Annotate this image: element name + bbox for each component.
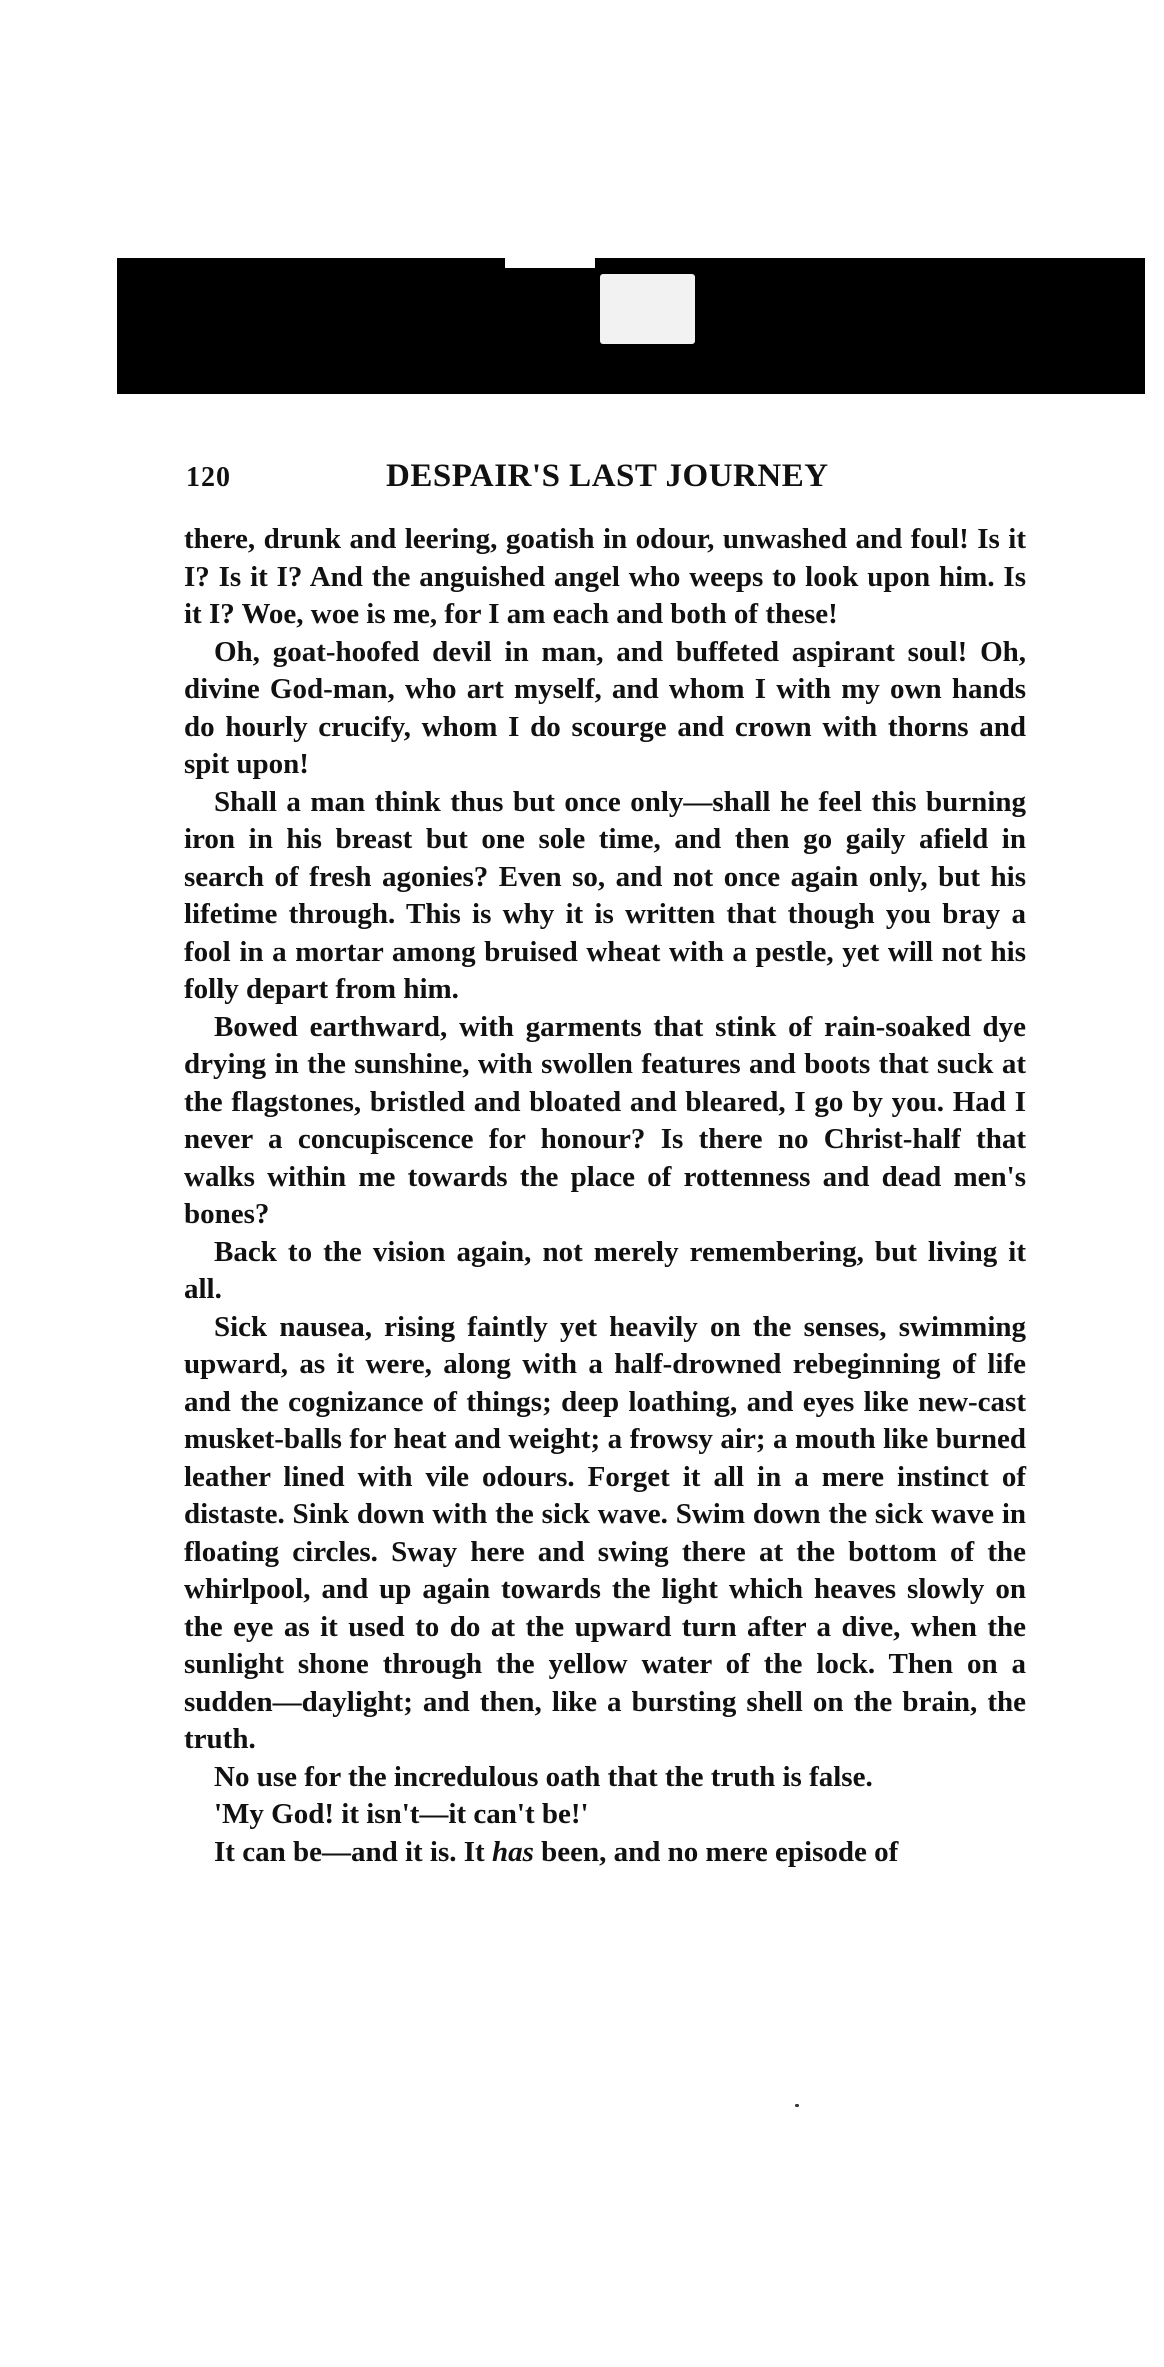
running-head	[186, 458, 1018, 502]
paragraph-9-end: been, and no mere episode of	[533, 1835, 899, 1868]
paragraph-2: Oh, goat-hoofed devil in man, and buffeted aspirant soul! Oh, divine God-man, who art myself, and whom I with my own hands do hourly crucify, whom I do scourge and crown with thorns and spit upon!	[184, 635, 1026, 780]
scan-band-notch	[505, 258, 595, 268]
paragraph-9-start: It can be—and it is. It	[214, 1835, 492, 1868]
paragraph-1: there, drunk and leering, goatish in odour, unwashed and foul! Is it I? Is it I? And the anguished angel who weeps to look upon him. Is it I? Woe, woe is me, for I am each and both of these!	[184, 523, 1026, 630]
body-text	[184, 521, 1026, 1871]
paragraph-8: 'My God! it isn't—it can't be!'	[214, 1798, 589, 1830]
running-title: DESPAIR'S LAST JOURNEY	[386, 458, 829, 494]
paragraph-4: Bowed earthward, with garments that stink of rain-soaked dye drying in the sunshine, with swollen features and boots that suck at the flagstones, bristled and bloated and bleared, I go by you. Had I never a concupiscence for honour? Is there no Christ-half that walks within me towards the place of rottenness and dead men's bones?	[184, 1010, 1026, 1230]
scan-band-patch	[600, 274, 695, 344]
scan-speck	[795, 2104, 799, 2107]
page-number: 120	[186, 462, 231, 493]
paragraph-7: No use for the incredulous oath that the truth is false.	[214, 1760, 873, 1793]
paragraph-9-emphasis: has	[491, 1835, 534, 1868]
paragraph-9	[184, 1834, 1026, 1872]
paragraph-5: Back to the vision again, not merely remembering, but living it all.	[184, 1235, 1026, 1305]
paragraph-6: Sick nausea, rising faintly yet heavily on the senses, swimming upward, as it were, along with a half-drowned rebeginning of life and the cognizance of things; deep loathing, and eyes like new-cast musket-balls for heat and weight; a frowsy air; a mouth like burned leather lined with vile odours. Forget it all in a mere instinct of distaste. Sink down with the sick wave. Swim down the sick wave in floating circles. Sway here and swing there at the bottom of the whirlpool, and up again towards the light which heaves slowly on the eye as it used to do at the upward turn after a dive, when the sunlight shone through the yellow water of the lock. Then on a sudden—daylight; and then, like a bursting shell on the brain, the truth.	[184, 1310, 1026, 1755]
paragraph-3: Shall a man think thus but once only—shall he feel this burning iron in his breast but one sole time, and then go gaily afield in search of fresh agonies? Even so, and not once again only, but his lifetime through. This is why it is written that though you bray a fool in a mortar among bruised wheat with a pestle, yet will not his folly depart from him.	[184, 785, 1026, 1005]
